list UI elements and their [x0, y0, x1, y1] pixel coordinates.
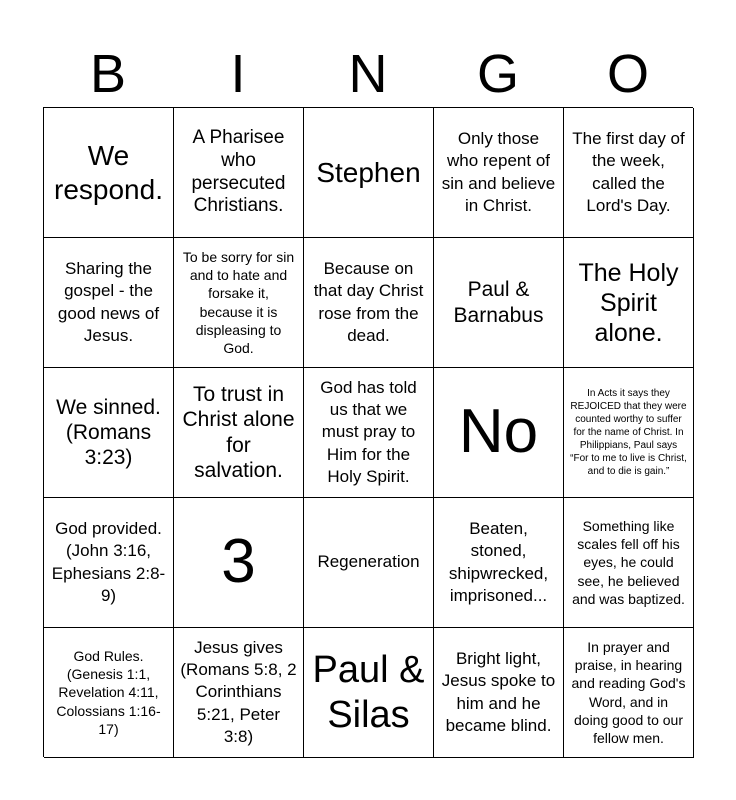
cell-text: The first day of the week, called the Lord's Day.	[572, 129, 685, 215]
header-letter-o: O	[606, 44, 649, 104]
cell-text: A Pharisee who persecuted Christians.	[191, 126, 286, 217]
bingo-cell[interactable]	[304, 368, 434, 498]
bingo-cell[interactable]	[304, 238, 434, 368]
header-letter-n: N	[348, 44, 388, 104]
bingo-cell[interactable]	[174, 498, 304, 628]
cell-text: God provided. (John 3:16, Ephesians 2:8-9)	[51, 519, 166, 605]
bingo-cell[interactable]	[44, 238, 174, 368]
cell-text: In prayer and praise, in hearing and reading God's Word, and in doing good to our fellow men.	[571, 638, 686, 746]
cell-text: To be sorry for sin and to hate and forsake it, because it is displeasing to God.	[182, 248, 295, 356]
cell-text: Jesus gives (Romans 5:8, 2 Corinthians 5:21, Peter 3:8)	[180, 638, 297, 746]
bingo-cell[interactable]	[434, 108, 564, 238]
bingo-header	[43, 40, 693, 108]
bingo-cell[interactable]	[174, 628, 304, 758]
cell-text: Beaten, stoned, shipwrecked, imprisoned...	[448, 519, 549, 605]
bingo-cell[interactable]	[174, 108, 304, 238]
bingo-cell[interactable]	[434, 238, 564, 368]
bingo-cell[interactable]	[564, 238, 694, 368]
header-letter-i: I	[230, 44, 246, 104]
cell-text: Something like scales fell off his eyes, he could see, he believed and was baptized.	[572, 518, 685, 607]
cell-text: Bright light, Jesus spoke to him and he became blind.	[441, 649, 556, 735]
cell-text: Because on that day Christ rose from the dead.	[313, 259, 424, 345]
cell-text: We respond.	[54, 139, 163, 205]
bingo-cell[interactable]	[44, 498, 174, 628]
header-letter-b: B	[89, 44, 127, 104]
cell-text: We sinned. (Romans 3:23)	[56, 395, 161, 470]
bingo-cell[interactable]	[44, 108, 174, 238]
cell-text: 3	[221, 527, 256, 597]
bingo-cell[interactable]	[564, 368, 694, 498]
cell-text: Paul & Silas	[312, 648, 425, 736]
cell-text: In Acts it says they REJOICED that they were counted worthy to suffer for the name of Christ. In Philippians, Paul says “For to me to live is Christ, and to die is gain.”	[570, 388, 687, 477]
cell-text: No	[458, 397, 539, 467]
cell-text: Sharing the gospel - the good news of Jesus.	[57, 259, 160, 345]
bingo-cell[interactable]	[304, 628, 434, 758]
bingo-cell[interactable]	[564, 108, 694, 238]
bingo-cell[interactable]	[174, 368, 304, 498]
bingo-cell[interactable]	[434, 498, 564, 628]
cell-text: God has told us that we must pray to Him for the Holy Spirit.	[320, 378, 417, 486]
bingo-grid	[43, 107, 693, 757]
cell-text: Stephen	[316, 156, 421, 188]
cell-text: God Rules. (Genesis 1:1, Revelation 4:11, Colossians 1:16-17)	[56, 648, 161, 737]
cell-text: Only those who repent of sin and believe in Christ.	[441, 129, 556, 215]
cell-text: Paul & Barnabus	[453, 278, 544, 327]
bingo-cell[interactable]	[434, 368, 564, 498]
bingo-cell[interactable]	[44, 368, 174, 498]
bingo-cell[interactable]	[304, 498, 434, 628]
bingo-cell[interactable]	[564, 628, 694, 758]
bingo-cell[interactable]	[44, 628, 174, 758]
cell-text: The Holy Spirit alone.	[578, 258, 679, 347]
cell-text: To trust in Christ alone for salvation.	[182, 383, 295, 482]
bingo-cell[interactable]	[304, 108, 434, 238]
cell-text: Regeneration	[317, 552, 420, 572]
bingo-cell[interactable]	[564, 498, 694, 628]
header-letter-g: G	[476, 44, 519, 104]
bingo-cell[interactable]	[434, 628, 564, 758]
bingo-cell[interactable]	[174, 238, 304, 368]
